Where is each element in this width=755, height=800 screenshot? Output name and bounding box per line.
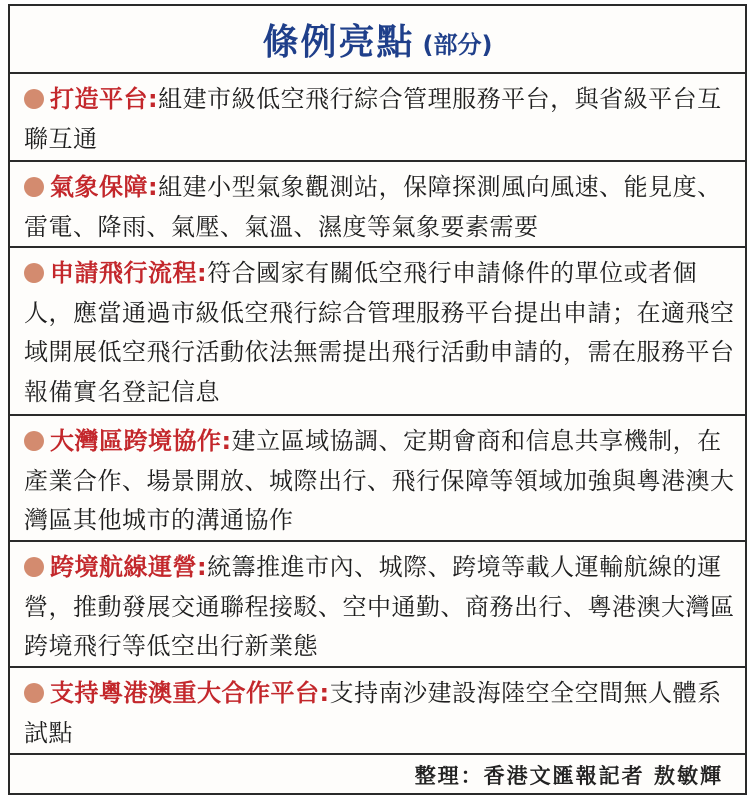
byline: 整理：香港文匯報記者 敖敏輝 <box>414 764 723 788</box>
item-heading: 申請飛行流程 <box>50 259 197 287</box>
item-heading: 支持粵港澳重大合作平台 <box>50 679 320 707</box>
item-colon: : <box>221 427 232 455</box>
bullet-icon <box>24 431 44 451</box>
bullet-icon <box>24 89 44 109</box>
item-text: 組建小型氣象觀測站，保障探測風向風速、能見度、雷電、降雨、氣壓、氣溫、濕度等氣象要素需要 <box>24 173 722 241</box>
page-subtitle: (部分) <box>422 30 493 59</box>
list-item-gba-collaboration <box>10 416 745 542</box>
page-title: 條例亮點 <box>262 21 415 63</box>
list-item-major-platform <box>10 668 745 755</box>
bullet-icon <box>24 683 44 703</box>
item-colon: : <box>148 173 159 201</box>
item-colon: : <box>148 85 159 113</box>
list-item-flight-application <box>10 248 745 416</box>
bullet-icon <box>24 177 44 197</box>
highlights-panel <box>8 4 747 795</box>
item-text: 建立區域協調、定期會商和信息共享機制，在產業合作、場景開放、城際出行、飛行保障等領域加強與粵港澳大灣區其他城市的溝通協作 <box>24 427 735 534</box>
item-heading: 氣象保障 <box>50 173 148 201</box>
item-text: 統籌推進市內、城際、跨境等載人運輸航線的運營，推動發展交通聯程接駁、空中通勤、商務出行、粵港澳大灣區跨境飛行等低空出行新業態 <box>24 553 735 660</box>
item-colon: : <box>197 553 208 581</box>
item-text: 支持南沙建設海陸空全空間無人體系試點 <box>24 679 722 747</box>
item-heading: 打造平台 <box>50 85 148 113</box>
list-item-cross-border-routes <box>10 542 745 668</box>
list-item-platform <box>10 74 745 162</box>
list-item-weather <box>10 162 745 248</box>
title-row <box>10 6 745 74</box>
item-heading: 大灣區跨境協作 <box>50 427 222 455</box>
bullet-icon <box>24 263 44 283</box>
item-text: 符合國家有關低空飛行申請條件的單位或者個人，應當通過市級低空飛行綜合管理服務平台提出申請；在適飛空域開展低空飛行活動依法無需提出飛行活動申請的，需在服務平台報備實名登記信息 <box>24 259 735 406</box>
item-heading: 跨境航線運營 <box>50 553 197 581</box>
item-colon: : <box>197 259 208 287</box>
item-text: 組建市級低空飛行綜合管理服務平台，與省級平台互聯互通 <box>24 85 722 153</box>
item-colon: : <box>319 679 330 707</box>
bullet-icon <box>24 557 44 577</box>
